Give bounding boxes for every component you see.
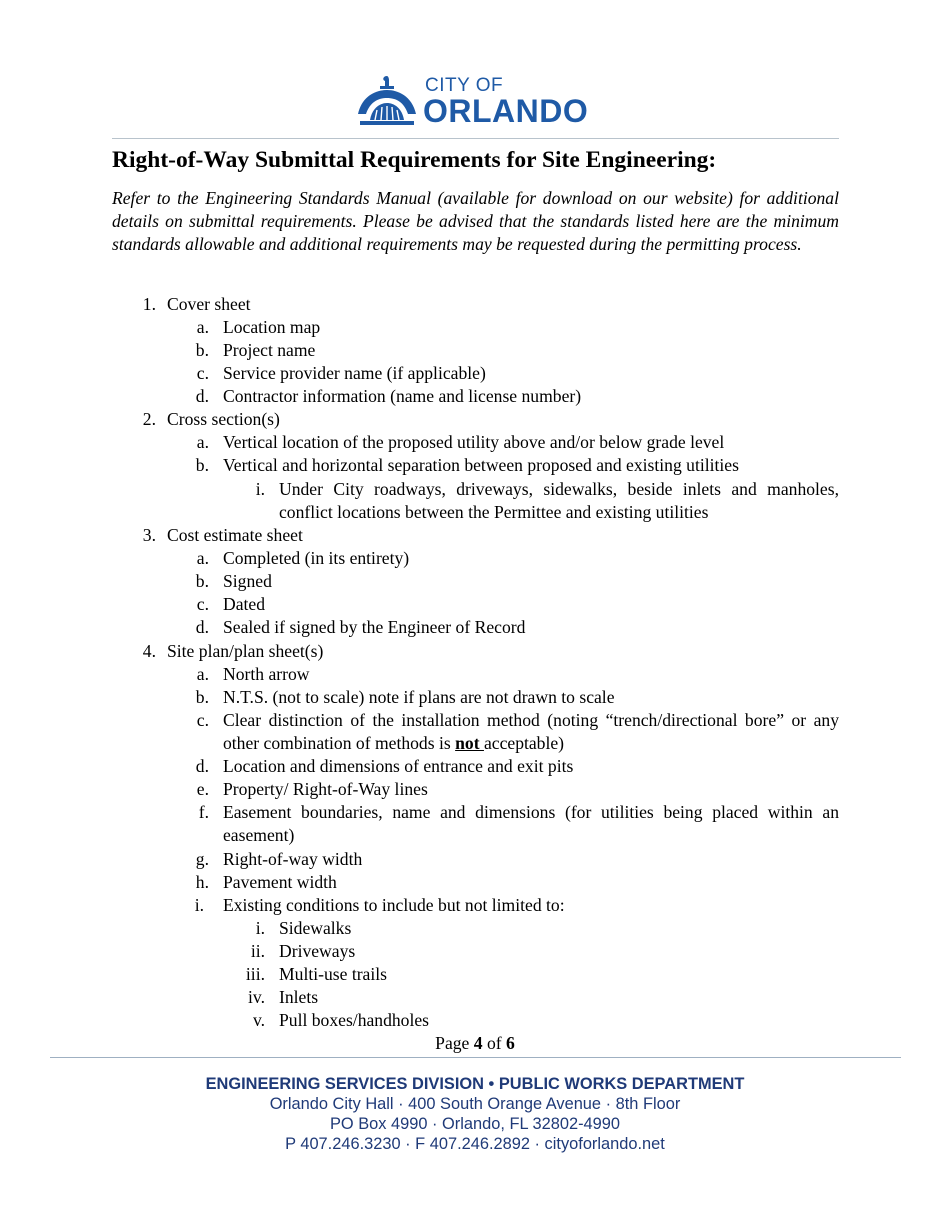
list-text: Contractor information (name and license number) [223,386,582,406]
list-number: c. [196,363,209,383]
list-number: b. [195,571,209,591]
list-number: iii. [245,964,265,984]
list-text: Driveways [279,941,356,961]
list-text: Sidewalks [279,918,352,938]
logo-orlando: ORLANDO [423,93,589,129]
footer-divider [50,1057,901,1058]
list-text: North arrow [223,664,310,684]
page-current: 4 [473,1033,483,1053]
list-text: Cost estimate sheet [167,525,303,545]
list-number: c. [196,594,209,614]
list-number: a. [196,317,209,337]
intro-paragraph: Refer to the Engineering Standards Manual (available for download on our website) for additional details on submittal requirements. Please be advised that the standards listed here are the minimum standards allowable and additional requirements may be requested during the permitting process. [112,188,839,255]
list-text: N.T.S. (not to scale) note if plans are not drawn to scale [223,687,615,707]
list-text: Property/ Right-of-Way lines [223,779,428,799]
list-number: b. [195,687,209,707]
list-text: Site plan/plan sheet(s) [167,641,324,661]
list-number: d. [195,386,209,406]
list-text: Cover sheet [167,294,251,314]
page-label: Page [435,1033,470,1053]
footer-contact: P 407.246.3230 · F 407.246.2892 · cityoforlando.net [285,1135,665,1153]
footer-department: ENGINEERING SERVICES DIVISION • PUBLIC WORKS DEPARTMENT [205,1075,745,1093]
list-text: Vertical location of the proposed utility above and/or below grade level [223,432,725,452]
list-number: i. [194,895,204,915]
list-text: Completed (in its entirety) [223,548,410,568]
list-number: v. [252,1010,265,1030]
list-text: Easement boundaries, name and dimensions (for utilities being placed within an easement) [223,802,839,846]
list-text: Multi-use trails [279,964,387,984]
list-number: 4. [142,641,156,661]
list-text [223,709,839,755]
emphasis-not: not [455,733,484,754]
list-text: Right-of-way width [223,849,363,869]
list-text: Sealed if signed by the Engineer of Record [223,617,526,637]
footer-po-box: PO Box 4990 · Orlando, FL 32802-4990 [329,1115,621,1133]
city-dome-icon [356,74,418,128]
list-text: Dated [223,594,266,614]
page-title: Right-of-Way Submittal Requirements for Site Engineering: [112,147,717,173]
list-text: Cross section(s) [167,409,280,429]
list-number: iv. [248,987,265,1007]
list-number: 2. [142,409,156,429]
list-number: a. [196,664,209,684]
page-number [0,1032,950,1055]
list-number: h. [195,872,209,892]
list-number: e. [196,779,209,799]
list-number: b. [195,340,209,360]
list-number: c. [196,710,209,730]
list-text: Pavement width [223,872,337,892]
logo-city-of: CITY OF [425,75,504,96]
list-text: Inlets [279,987,319,1007]
header-divider [112,138,839,139]
city-of-orlando-logo [356,74,596,128]
page-of: of [486,1033,502,1053]
list-number: ii. [250,941,265,961]
list-number: d. [195,756,209,776]
list-text-part: Clear distinction of the installation method (noting “trench/directional bore” or any other combination of methods is [223,710,839,754]
list-number: i. [255,479,265,499]
list-text: Vertical and horizontal separation between proposed and existing utilities [223,455,739,475]
list-text-part: acceptable) [483,733,565,754]
list-text: Project name [223,340,316,360]
list-number: f. [198,802,209,822]
list-number: 3. [142,525,156,545]
list-text: Under City roadways, driveways, sidewalks, beside inlets and manholes, conflict locations between the Permittee and existing utilities [279,479,839,523]
list-text: Location map [223,317,321,337]
list-number: 1. [142,294,156,314]
list-number: b. [195,455,209,475]
list-number: a. [196,548,209,568]
footer-address: Orlando City Hall · 400 South Orange Avenue · 8th Floor [269,1095,681,1113]
list-text: Location and dimensions of entrance and exit pits [223,756,574,776]
list-number: i. [255,918,265,938]
page-total: 6 [506,1033,515,1053]
list-text: Service provider name (if applicable) [223,363,486,383]
list-number: d. [195,617,209,637]
list-number: g. [195,849,209,869]
list-number: a. [196,432,209,452]
list-text: Signed [223,571,272,591]
list-text: Pull boxes/handholes [279,1010,430,1030]
list-text: Existing conditions to include but not limited to: [223,895,565,915]
